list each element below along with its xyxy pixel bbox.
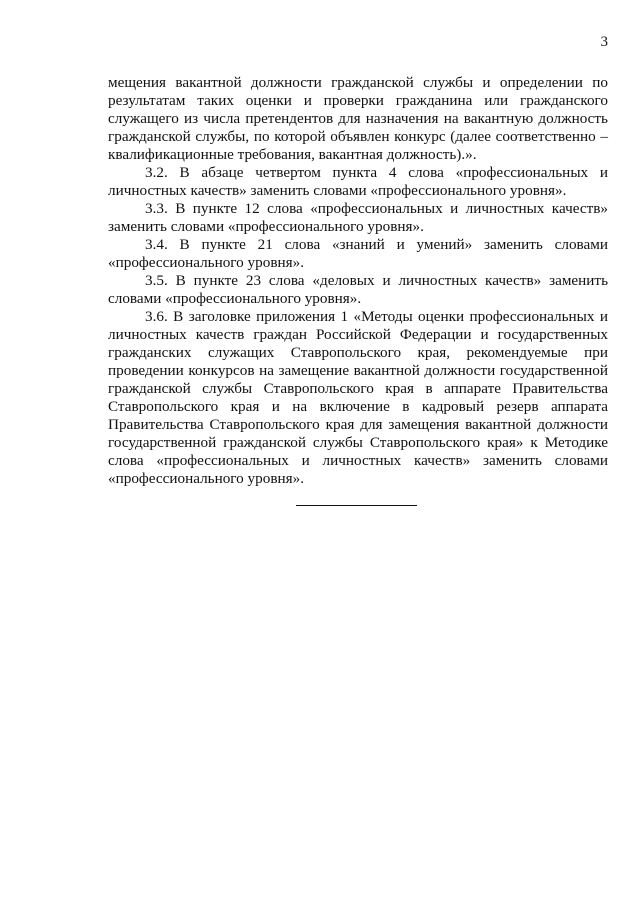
end-separator-line <box>296 505 417 506</box>
paragraph-item-3-6: 3.6. В заголовке приложения 1 «Методы оценки профессиональных и личностных качеств граждан Российской Федерации и государственных гражданских служащих Ставропольского края, рекомендуемые при проведении конкурсов на замещение вакантной должности государственной гражданской службы Ставропольского края в аппарате Правительства Ставропольского края и на включение в кадровый резерв аппарата Правительства Ставропольского края для замещения вакантной должности государственной гражданской службы Ставропольского края» к Методике слова «профессиональных и личностных качеств» заменить словами «профессионального уровня». <box>108 308 608 487</box>
page-number: 3 <box>600 34 608 50</box>
paragraph-item-3-2: 3.2. В абзаце четвертом пункта 4 слова «профессиональных и личностных качеств» заменить словами «профессионального уровня». <box>108 164 608 199</box>
paragraph-item-3-5: 3.5. В пункте 23 слова «деловых и личностных качеств» заменить словами «профессионального уровня». <box>108 272 608 307</box>
paragraph-continuation: мещения вакантной должности гражданской службы и определении по результатам таких оценки и проверки гражданина или гражданского служащего из числа претендентов для назначения на вакантную должность гражданской службы, по которой объявлен конкурс (далее соответственно – квалификационные требования, вакантная должность).». <box>108 74 608 163</box>
document-body <box>108 74 608 488</box>
paragraph-item-3-3: 3.3. В пункте 12 слова «профессиональных и личностных качеств» заменить словами «профессионального уровня». <box>108 200 608 235</box>
paragraph-item-3-4: 3.4. В пункте 21 слова «знаний и умений» заменить словами «профессионального уровня». <box>108 236 608 271</box>
